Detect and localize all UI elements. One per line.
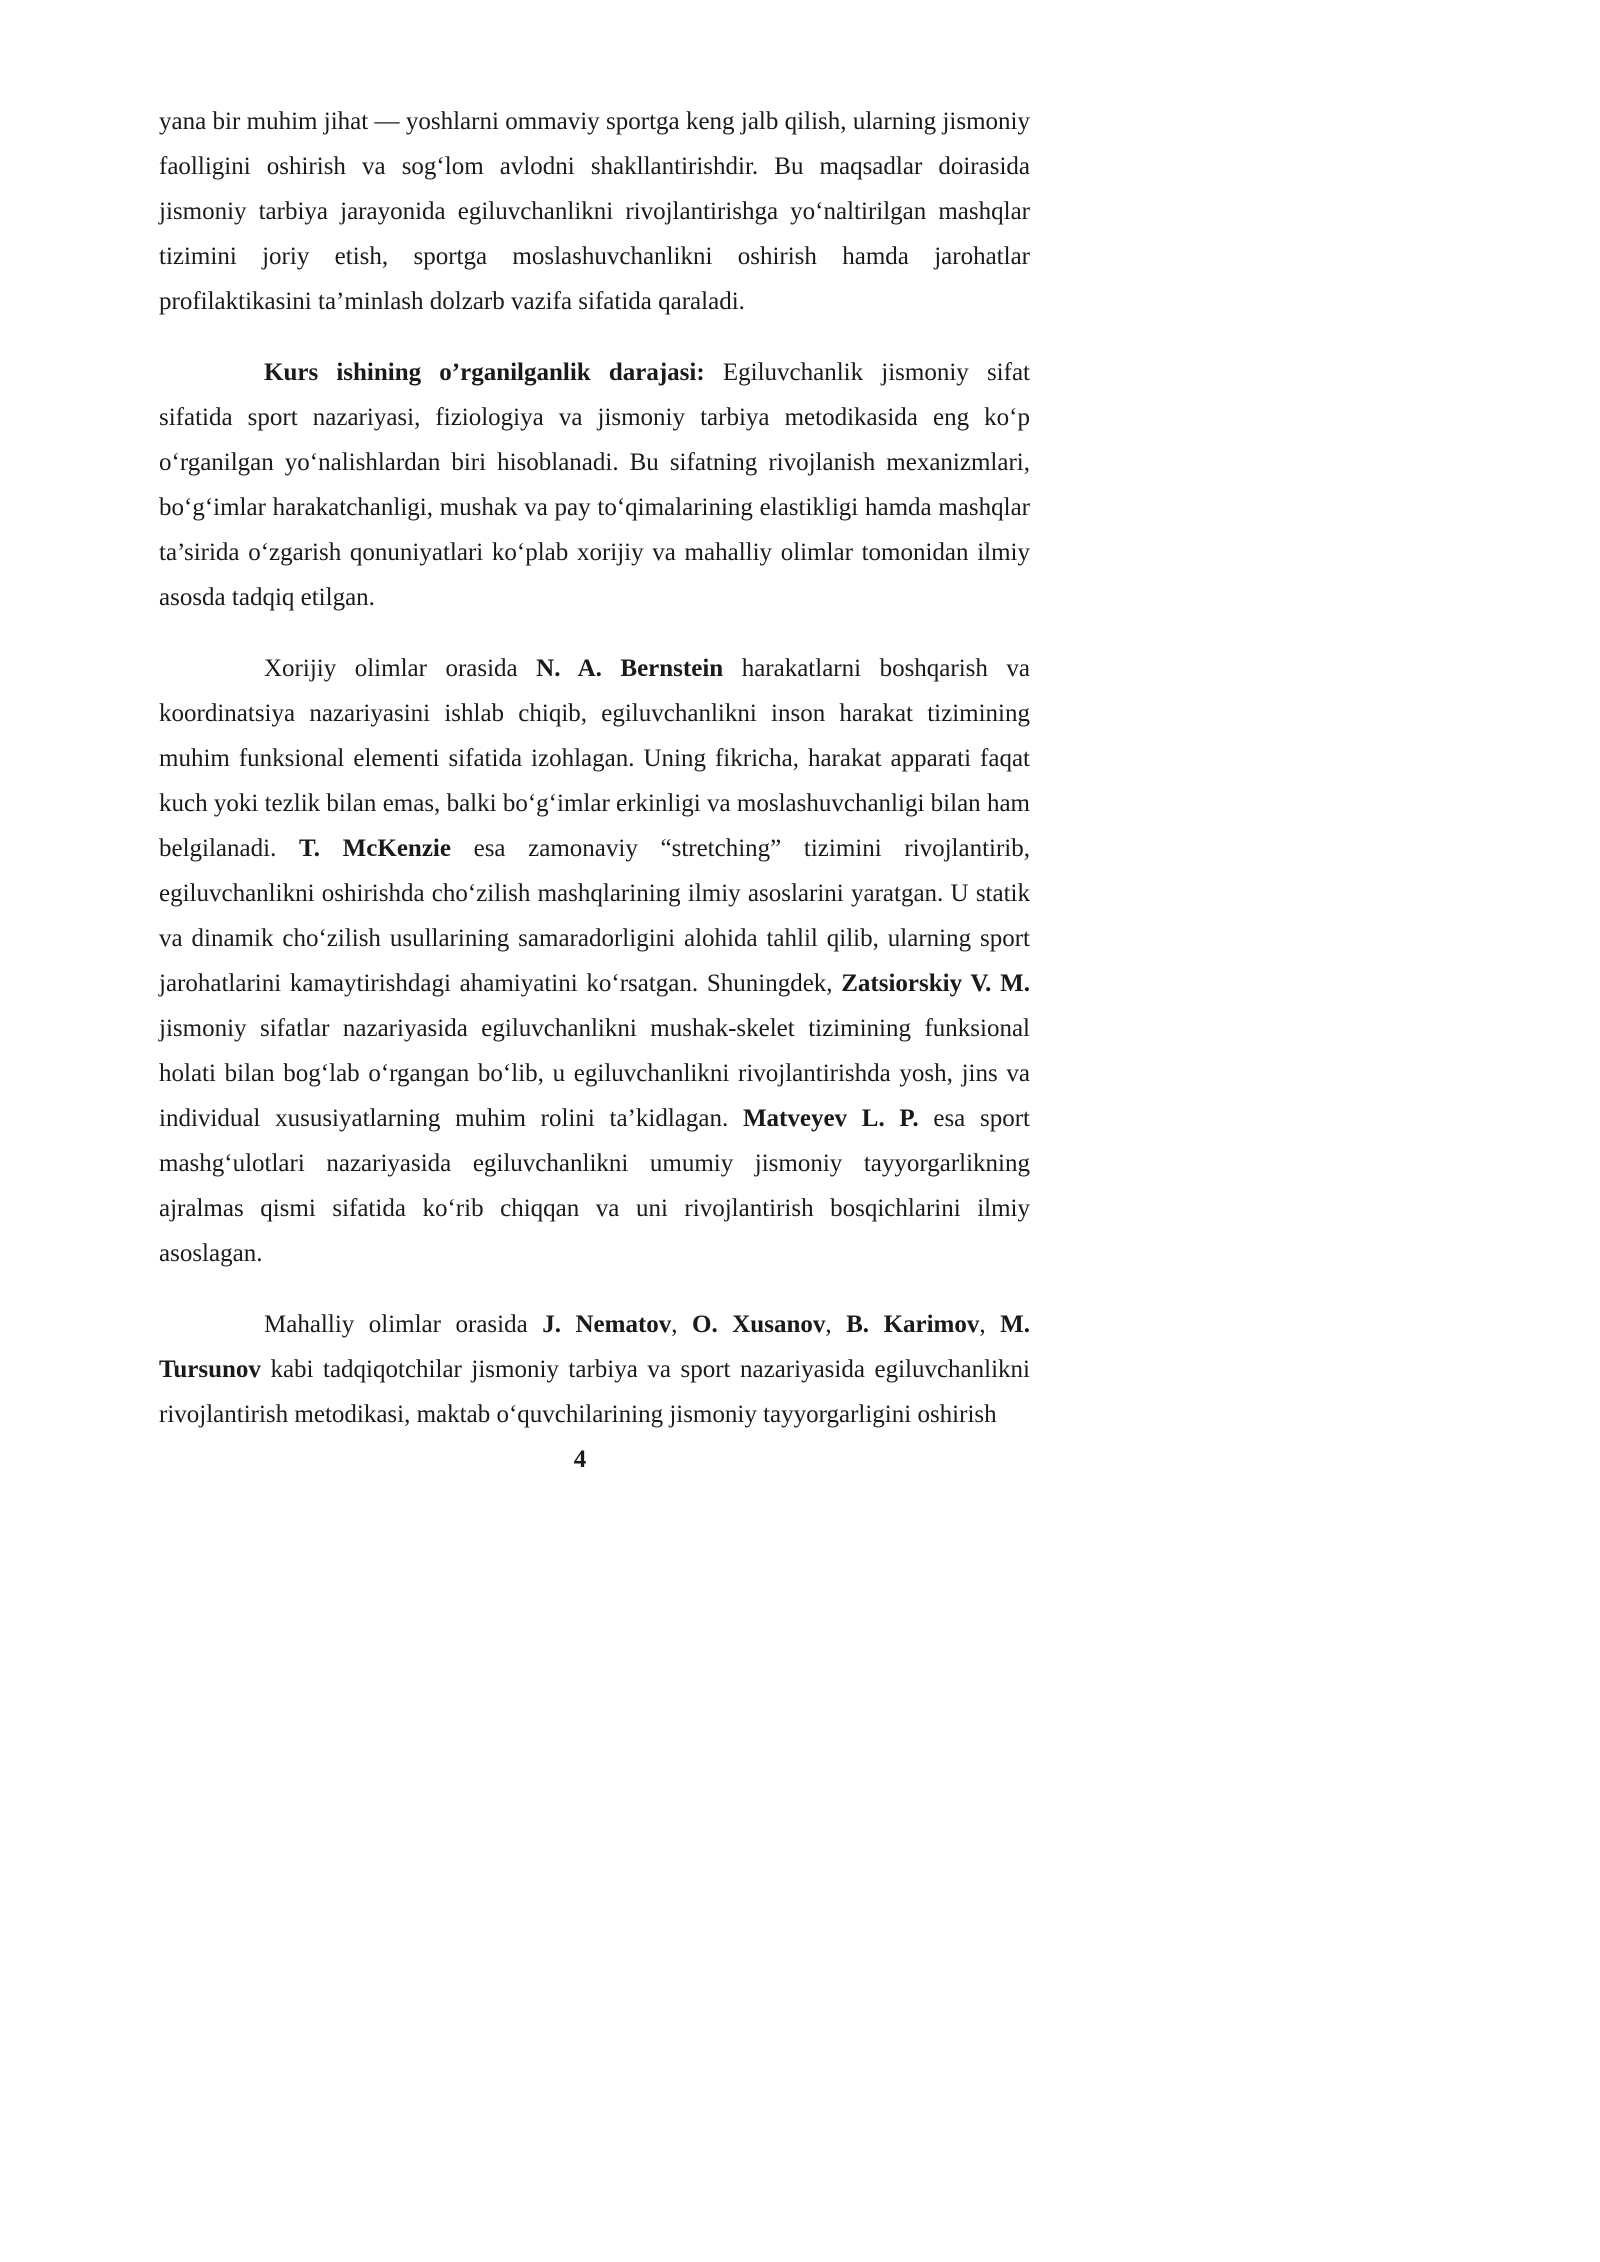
paragraph-local-scholars: [159, 1302, 1030, 1437]
separator-comma: ,: [979, 1311, 1001, 1338]
author-bernstein: N. A. Bernstein: [536, 655, 724, 682]
paragraph-3-text-d: jismoniy sifatlar nazariyasida egiluvchanlikni mushak-skelet tizimining funksional holati bilan bog‘lab o‘rgangan bo‘lib, u egiluvchanlikni rivojlantirishda yosh, jins va individual xususiyatlarning muhim rolini ta’kidlagan.: [159, 1015, 1030, 1132]
paragraph-continuation: [159, 99, 1030, 324]
paragraph-4-text-a: Mahalliy olimlar orasida: [264, 1311, 543, 1338]
author-matveyev: Matveyev L. P.: [742, 1105, 919, 1132]
author-mckenzie: T. McKenzie: [298, 835, 451, 862]
paragraph-2-text: Egiluvchanlik jismoniy sifat sifatida sport nazariyasi, fiziologiya va jismoniy tarbiya metodikasida eng ko‘p o‘rganilgan yo‘nalishlardan biri hisoblanadi. Bu sifatning rivojlanish mexanizmlari, bo‘g‘imlar harakatchanligi, mushak va pay to‘qimalarining elastikligi hamda mashqlar ta’sirida o‘zgarish qonuniyatlari ko‘plab xorijiy va mahalliy olimlar tomonidan ilmiy asosda tadqiq etilgan.: [159, 359, 1030, 611]
author-karimov: B. Karimov: [846, 1311, 980, 1338]
paragraph-1-text: yana bir muhim jihat — yoshlarni ommaviy sportga keng jalb qilish, ularning jismoniy faolligini oshirish va sog‘lom avlodni shakllantirishdir. Bu maqsadlar doirasida jismoniy tarbiya jarayonida egiluvchanlikni rivojlantirishga yo‘naltirilgan mashqlar tizimini joriy etish, sportga moslashuvchanlikni oshirish hamda jarohatlar profilaktikasini ta’minlash dolzarb vazifa sifatida qaraladi.: [159, 108, 1030, 315]
page-number: 4: [573, 1446, 587, 1473]
author-zatsiorskiy: Zatsiorskiy V. M.: [841, 970, 1030, 997]
separator-comma: ,: [671, 1311, 693, 1338]
paragraph-4-text-b: kabi tadqiqotchilar jismoniy tarbiya va sport nazariyasida egiluvchanlikni rivojlantirish metodikasi, maktab o‘quvchilarining jismoniy tayyorgarligini oshirish: [159, 1356, 1030, 1428]
document-page: [0, 0, 1120, 1584]
author-tursunov: M. Tursunov: [159, 1311, 1031, 1383]
research-level-heading: Kurs ishining o’rganilganlik darajasi:: [264, 359, 705, 386]
paragraph-research-level: [159, 350, 1030, 620]
paragraph-foreign-scholars: [159, 646, 1030, 1276]
author-nematov: J. Nematov: [542, 1311, 672, 1338]
author-xusanov: O. Xusanov: [692, 1311, 826, 1338]
paragraph-3-text-e: esa sport mashg‘ulotlari nazariyasida egiluvchanlikni umumiy jismoniy tayyorgarlikning ajralmas qismi sifatida ko‘rib chiqqan va uni rivojlantirish bosqichlarini ilmiy asoslagan.: [159, 1105, 1030, 1267]
paragraph-3-text-a: Xorijiy olimlar orasida: [264, 655, 537, 682]
paragraph-3-text-b: harakatlarni boshqarish va koordinatsiya nazariyasini ishlab chiqib, egiluvchanlikni inson harakat tizimining muhim funksional elementi sifatida izohlagan. Uning fikricha, harakat apparati faqat kuch yoki tezlik bilan emas, balki bo‘g‘imlar erkinligi va moslashuvchanligi bilan ham belgilanadi.: [159, 655, 1031, 862]
separator-comma: ,: [825, 1311, 847, 1338]
paragraph-3-text-c: esa zamonaviy “stretching” tizimini rivojlantirib, egiluvchanlikni oshirishda cho‘zilish mashqlarining ilmiy asoslarini yaratgan. U statik va dinamik cho‘zilish usullarining samaradorligini alohida tahlil qilib, ularning sport jarohatlarini kamaytirishdagi ahamiyatini ko‘rsatgan. Shuningdek,: [159, 835, 1030, 997]
